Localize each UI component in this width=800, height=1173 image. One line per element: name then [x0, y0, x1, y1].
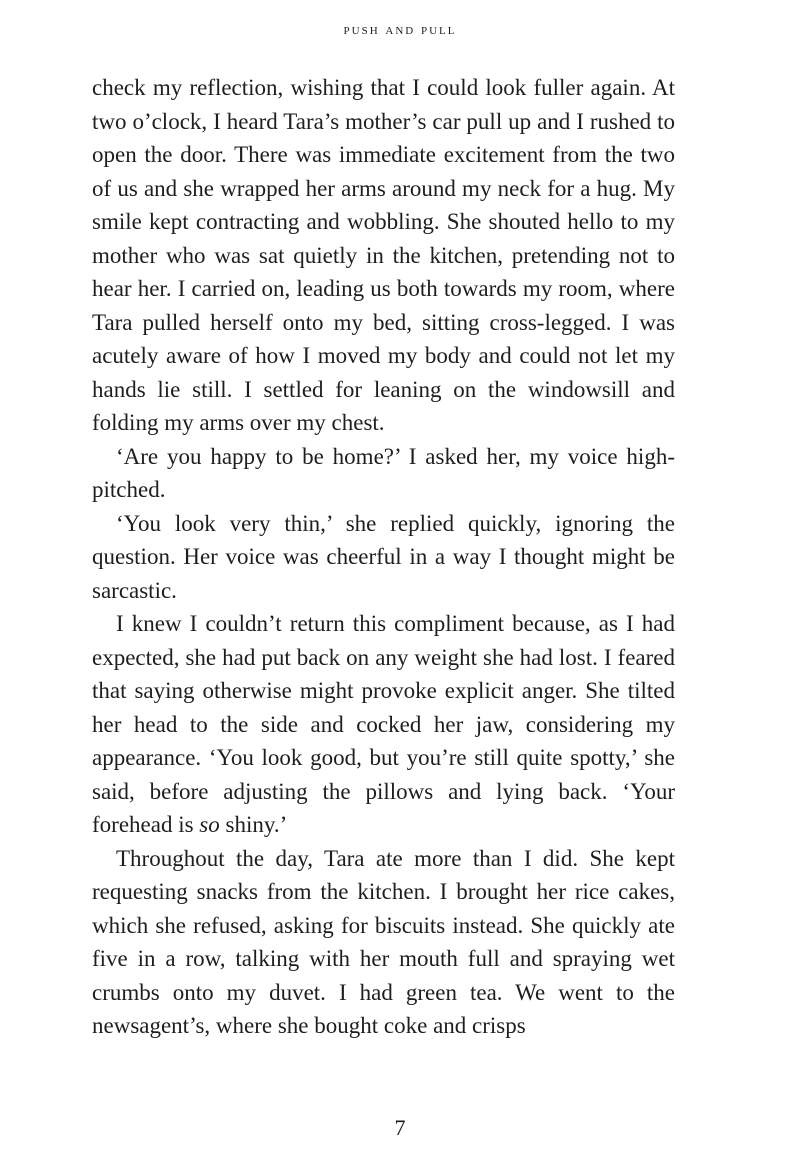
paragraph	[92, 71, 675, 440]
paragraph-text: check my reflection, wishing that I could look fuller again. At two o’clock, I heard Tara’s mother’s car pull up and I rushed to open the door. There was immediate excitement from the two of us and she wrapped her arms around my neck for a hug. My smile kept contracting and wobbling. She shouted hello to my mother who was sat quietly in the kitchen, pretending not to hear her. I carried on, leading us both towards my room, where Tara pulled herself onto my bed, sitting cross-legged. I was acutely aware of how I moved my body and could not let my hands lie still. I settled for leaning on the windowsill and folding my arms over my chest.	[92, 75, 675, 435]
paragraph-text: ‘You look very thin,’ she replied quickly, ignoring the question. Her voice was cheerful in a way I thought might be sarcastic.	[92, 510, 675, 603]
body-text	[92, 71, 675, 1043]
paragraph-text: shiny.’	[219, 812, 288, 837]
emphasis-text: so	[199, 812, 220, 837]
paragraph-text: Throughout the day, Tara ate more than I did. She kept requesting snacks from the kitchen. I brought her rice cakes, which she refused, asking for biscuits instead. She quickly ate five in a row, talking with her mouth full and spraying wet crumbs onto my duvet. I had green tea. We went to the newsagent’s, where she bought coke and crisps	[92, 845, 675, 1038]
paragraph-text: I knew I couldn’t return this compliment because, as I had expected, she had put back on any weight she had lost. I feared that saying otherwise might provoke explicit anger. She tilted her head to the side and cocked her jaw, considering my appearance. ‘You look good, but you’re still quite spotty,’ she said, before adjusting the pillows and lying back. ‘Your forehead is	[92, 611, 675, 837]
paragraph	[92, 507, 675, 608]
paragraph	[92, 607, 675, 842]
paragraph	[92, 842, 675, 1043]
paragraph-text: ‘Are you happy to be home?’ I asked her, my voice high-pitched.	[92, 443, 675, 502]
running-head: push and pull	[343, 22, 457, 38]
paragraph	[92, 440, 675, 507]
page-number: 7	[394, 1115, 406, 1140]
